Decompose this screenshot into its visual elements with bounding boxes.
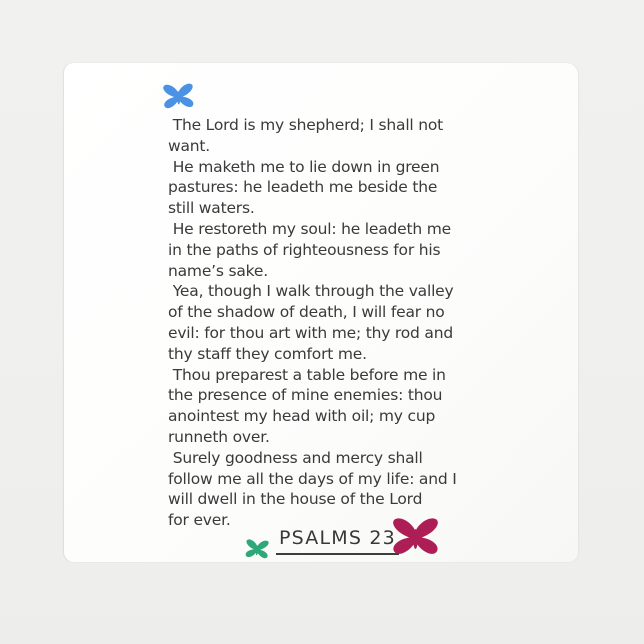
verse-line: in the paths of righteousness for his (168, 240, 441, 259)
verse-line: runneth over. (168, 427, 270, 446)
verse-line: name’s sake. (168, 261, 268, 280)
verse-line: pastures: he leadeth me beside the (168, 178, 438, 197)
verse-line: anointest my head with oil; my cup (168, 407, 436, 426)
verse-line: evil: for thou art with me; thy rod and (168, 323, 453, 342)
verse-line: He restoreth my soul: he leadeth me (168, 219, 451, 238)
psalm-text (168, 115, 513, 531)
verse-line: of the shadow of death, I will fear no (168, 303, 445, 322)
verse-line: the presence of mine enemies: thou (168, 386, 443, 405)
verse-line: Surely goodness and mercy shall (168, 448, 423, 467)
verse-line: want. (168, 136, 211, 155)
verse-line: follow me all the days of my life: and I (168, 469, 457, 488)
verse-line: still waters. (168, 199, 255, 218)
green-butterfly-icon (243, 536, 271, 564)
verse-line: He maketh me to lie down in green (168, 157, 440, 176)
verse-line: Thou preparest a table before me in (168, 365, 446, 384)
magnet-tile (64, 63, 578, 562)
verse-line: The Lord is my shepherd; I shall not (168, 116, 444, 134)
psalm-reference: PSALMS 23 (276, 527, 399, 555)
verse-line: thy staff they comfort me. (168, 344, 367, 363)
verse-line: will dwell in the house of the Lord (168, 490, 423, 509)
magenta-butterfly-icon (389, 515, 442, 562)
blue-butterfly-icon (159, 81, 198, 114)
verse-line: Yea, though I walk through the valley (168, 282, 454, 301)
verse-line: for ever. (168, 511, 231, 530)
